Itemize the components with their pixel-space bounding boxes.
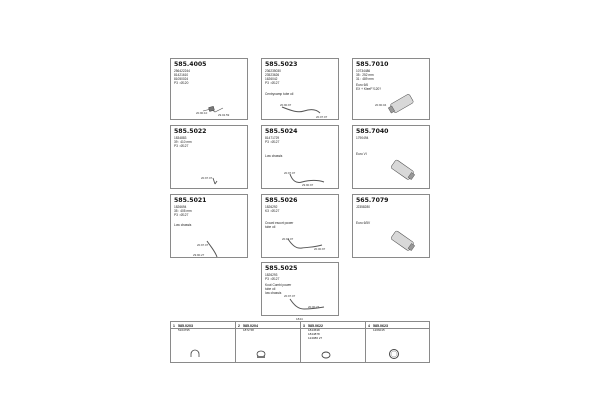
table-cell <box>236 322 301 362</box>
cell-part-number: 585.0623 <box>373 323 388 328</box>
ref-label: 29.90.97 <box>302 183 314 187</box>
cell-index: 2 <box>238 324 240 328</box>
part-number: 585.5026 <box>265 197 298 204</box>
accessory-table-title: 1844 <box>296 317 303 321</box>
part-note: Kout Combi power tube oil low chassis <box>265 283 292 295</box>
part-number: 585.5024 <box>265 128 298 135</box>
part-number: 585.5021 <box>174 197 207 204</box>
catalyst-drawing <box>353 195 429 257</box>
part-card-585-5025 <box>261 262 339 316</box>
pipe-drawing <box>262 59 338 119</box>
ring-drawing <box>366 322 431 362</box>
ref-label: 20.07.07 <box>316 115 328 119</box>
part-card-585-5024 <box>261 125 339 189</box>
part-number: 585.7010 <box>356 61 389 68</box>
part-number: 585.5025 <box>265 265 298 272</box>
part-meta: 1790494 <box>356 136 369 140</box>
cell-meta: 1844538 1844878 124086 27 <box>308 328 323 340</box>
pipe-drawing <box>171 195 247 257</box>
muffler-drawing <box>171 59 247 119</box>
ref-label: 20.97.07 <box>197 243 209 247</box>
catalyst-drawing <box>353 126 429 188</box>
table-cell <box>171 322 236 362</box>
ref-label: 20.90.97 <box>280 103 292 107</box>
pipe-drawing <box>262 263 338 315</box>
pipe-drawing <box>262 195 338 257</box>
part-note: Low chassis <box>265 154 283 158</box>
gasket-drawing <box>301 322 365 362</box>
ref-label: 20.97.07 <box>282 237 294 241</box>
table-cell <box>366 322 431 362</box>
part-card-585-7010 <box>352 58 430 120</box>
cell-index: 3 <box>303 324 305 328</box>
part-meta: 236235030 23523626 1626042 P3 : Ø127 <box>265 69 281 86</box>
ref-label: 29.90.27 <box>193 253 205 257</box>
part-note: Euro VI <box>356 152 367 156</box>
ref-label: 20.97.07 <box>284 294 296 298</box>
part-note: Euro 6/5V <box>356 221 371 225</box>
cell-index: 4 <box>368 324 370 328</box>
cell-index: 1 <box>173 324 175 328</box>
part-meta: 1826293 P3 : Ø127 <box>265 273 280 282</box>
part-card-585-5022 <box>170 125 248 189</box>
clamp-drawing <box>236 322 300 362</box>
cell-meta: 1266015 <box>373 328 385 332</box>
part-number: 585.5023 <box>265 61 298 68</box>
part-meta: 1834883 39 : 410 mm P3 : Ø127 <box>174 136 192 149</box>
part-card-585-5021 <box>170 194 248 258</box>
part-card-565-7079 <box>352 194 430 258</box>
part-meta: J2358280 <box>356 205 371 209</box>
ref-label: 29.02.59 <box>218 113 230 117</box>
cell-meta: 5164795 <box>178 328 190 332</box>
cell-part-number: 585.0203 <box>178 323 193 328</box>
ref-label: 20.00.27 <box>308 305 320 309</box>
part-meta: 10734486 35 : 252 mm 31 : 489 mm <box>356 69 374 82</box>
table-cell <box>301 322 366 362</box>
ref-label: 20.00.97 <box>314 247 326 251</box>
part-note: Low chassis <box>174 223 192 227</box>
part-card-585-5023 <box>261 58 339 120</box>
part-meta: 1826292 K3 : Ø127 <box>265 205 280 214</box>
part-note: Euro 6/6 EX + KleeF?120? <box>356 83 382 91</box>
part-card-585-4005 <box>170 58 248 120</box>
ref-label: 20.90.04 <box>375 103 387 107</box>
part-number: 585.5022 <box>174 128 207 135</box>
cell-part-number: 585.0622 <box>308 323 323 328</box>
part-note: Crowd escort power tube oil <box>265 221 294 229</box>
catalyst-drawing <box>353 59 429 119</box>
part-note: Centrycamp tube oil <box>265 92 294 96</box>
ref-label: 20.97.07 <box>284 171 296 175</box>
accessory-table <box>170 321 430 363</box>
part-meta: 256422244 81421610 81050024 P3 : Ø120 <box>174 69 190 86</box>
part-number: 585.7040 <box>356 128 389 135</box>
cell-part-number: 585.0204 <box>243 323 258 328</box>
pipe-drawing <box>262 126 338 188</box>
clamp-drawing <box>171 322 235 362</box>
part-meta: 1826694 35 : 405 mm P3 : Ø127 <box>174 205 192 218</box>
part-number: 585.4005 <box>174 61 207 68</box>
part-number: 565.7079 <box>356 197 389 204</box>
ref-label: 20.97.07 <box>201 176 213 180</box>
ref-label: 20.90.10 <box>196 111 208 115</box>
part-card-585-7040 <box>352 125 430 189</box>
part-card-585-5026 <box>261 194 339 258</box>
cell-meta: 1872 58 <box>243 328 254 332</box>
part-meta: 81471729 P3 : Ø127 <box>265 136 280 145</box>
